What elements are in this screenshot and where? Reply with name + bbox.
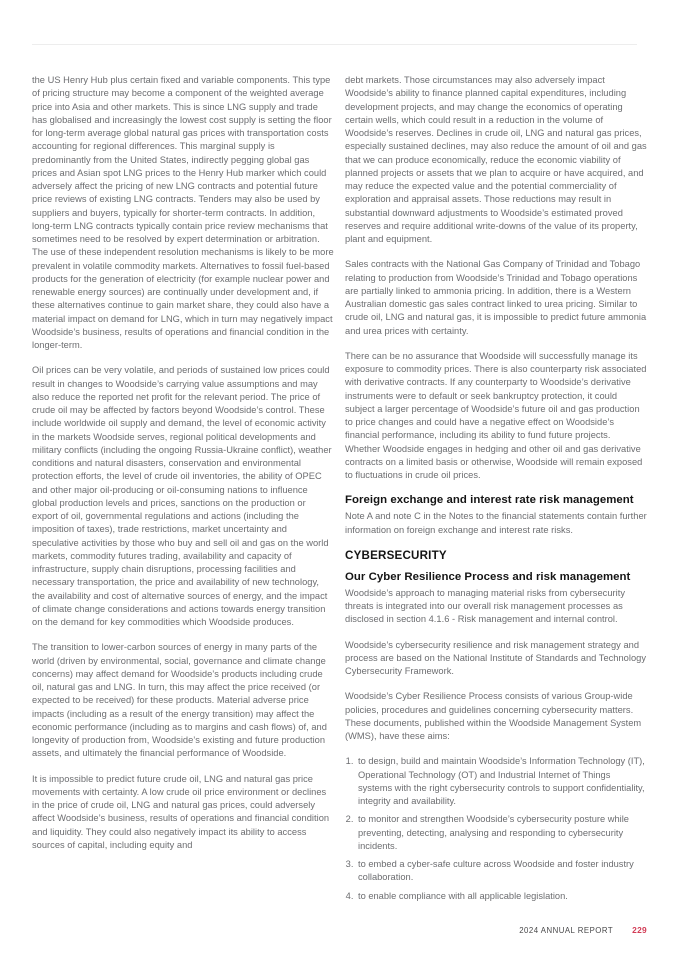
two-column-text — [32, 74, 647, 908]
paragraph: Woodside’s Cyber Resilience Process consists of various Group-wide policies, procedures and guidelines concerning cybersecurity matters. These documents, published within the Woodside Management System (WMS), have these aims: — [345, 691, 642, 741]
paragraph: the US Henry Hub plus certain fixed and variable components. This type of pricing structure may become a component of the weighted average price into Asia and other markets. This is since LNG supply and trade has globalised and increasingly the lowest cost supply is setting the floor for long-term average global natural gas prices with transportation costs accounting for regional differences. This marginal supply is predominantly from the United States, indirectly pegging global gas prices and Asian spot LNG prices to the Henry Hub marker which could adversely affect the pricing of new LNG contracts and potential future price reviews of existing LNG contracts. Tenders may also be used by suppliers and buyers, typically for shorter-term contracts. In addition, long-term LNG contracts typically contain price review mechanisms that sometimes need to be resolved by expert determination or arbitration. The use of these independent resolution mechanisms is likely to be more prevalent in volatile commodity markets. Alternatives to fossil fuel-based products for the generation of electricity (for example nuclear power and renewable energy sources) are continually under development and, if these alternatives continue to gain market share, they could also have a material impact on demand for LNG, which in turn may negatively impact Woodside’s business, results of operations and financial condition in the longer-term. — [32, 75, 334, 350]
paragraph: Oil prices can be very volatile, and periods of sustained low prices could result in changes to Woodside’s carrying value assumptions and may also reduce the reported net profit for the relevant period. The price of crude oil may be affected by factors beyond Woodside’s control. These include worldwide oil supply and demand, the level of economic activity in the markets Woodside serves, regional political developments and military conflicts (including the ongoing Russia-Ukraine conflict), weather conditions and natural disasters, conservation and environmental protection efforts, the level of crude oil inventories, the ability of OPEC and other major oil-producing or oil-consuming nations to influence global production levels and prices, sanctions on the production or export of oil, governmental regulations and actions (including the imposition of taxes), trade restrictions, market uncertainty and speculative activities by those who buy and sell oil and gas on the world markets, commodity futures trading, availability and capacity of infrastructure, supply chain disruptions, processing facilities and necessary transportation, the price and availability of new technology, the availability and cost of alternative sources of energy, and the impact of climate change considerations and actions towards energy transition on the demand for key commodities which Woodside produces. — [32, 365, 332, 627]
paragraph: Woodside’s approach to managing material risks from cybersecurity threats is integrated into our overall risk management processes as disclosed in section 4.1.6 - Risk management and internal control. — [345, 587, 625, 625]
header-divider — [32, 44, 637, 45]
section-heading-cybersecurity: CYBERSECURITY — [345, 548, 447, 562]
list-item: 1. to design, build and maintain Woodside’s Information Technology (IT), Operational Technology (OT) and Industrial Internet of Things systems with the right cybersecurity controls to support confidentiality, integrity and availability. — [356, 755, 647, 808]
heading-cyber-resilience: Our Cyber Resilience Process and risk management — [345, 570, 631, 583]
paragraph: There can be no assurance that Woodside will successfully manage its exposure to commodity prices. There is also counterparty risk associated with derivative contracts. If any counterparty to Woodside’s derivative instruments were to default or seek bankruptcy protection, it could subject a larger percentage of Woodside’s future oil and gas production to price changes and could have a negative effect on Woodside’s financial performance, including its ability to fund future projects. Whether Woodside engages in hedging and other oil and gas derivative contracts on a limited basis or otherwise, Woodside will remain exposed to fluctuations in crude oil prices. — [345, 350, 647, 480]
list-item: 4. to enable compliance with all applicable legislation. — [356, 890, 647, 903]
cyber-aims-list — [345, 755, 647, 903]
report-title: 2024 ANNUAL REPORT — [519, 926, 614, 935]
heading-foreign-exchange: Foreign exchange and interest rate risk management — [345, 494, 634, 507]
list-item: 3. to embed a cyber-safe culture across Woodside and foster industry collaboration. — [356, 858, 647, 885]
paragraph: The transition to lower-carbon sources of energy in many parts of the world (driven by environmental, social, governance and climate change concerns) may affect demand for Woodside’s products including crude oil, natural gas and LNG. In turn, this may affect the price received (or expected to be received) for these products. Material adverse price impacts (including as a result of the energy transition) may affect the economic performance (including as to margins and cash flows) of, and longevity of production from, Woodside’s existing and future production assets, and ultimately the financial performance of Woodside. — [32, 642, 327, 759]
paragraph: It is impossible to predict future crude oil, LNG and natural gas price movements with certainty. A low crude oil price environment or declines in the price of crude oil, LNG and natural gas prices, could adversely affect Woodside’s business, results of operations and financial condition and liquidity. They could also negatively impact its ability to access sources of capital, including equity and — [32, 773, 330, 850]
list-item: 2. to monitor and strengthen Woodside’s cybersecurity posture while preventing, detecting, analysing and responding to cybersecurity incidents. — [356, 813, 647, 853]
page-footer — [519, 925, 647, 935]
page-number: 229 — [632, 925, 647, 935]
paragraph: Woodside’s cybersecurity resilience and risk management strategy and process are based on the National Institute of Standards and Technology Cybersecurity Framework. — [345, 639, 647, 676]
paragraph: Sales contracts with the National Gas Company of Trinidad and Tobago relating to production from Woodside’s Trinidad and Tobago operations are partially linked to ammonia pricing. In addition, there is a Western Australian domestic gas sales contract linked to urea pricing. Similar to crude oil, LNG and natural gas, it is impossible to predict future ammonia and urea prices with certainty. — [345, 259, 647, 336]
left-column — [32, 74, 334, 908]
paragraph: debt markets. Those circumstances may also adversely impact Woodside’s ability to finance planned capital expenditures, including development projects, and may change the economics of operating certain wells, which could result in a reduction in the volume of Woodside’s reserves. Declines in crude oil, LNG and natural gas prices, especially sustained declines, may also reduce the amount of oil and gas that we can produce economically, reduce the economic viability of planned projects or assets that we plan to acquire or have acquired, and may reduce the expected value and the potential commerciality of exploration and appraisal assets. Those reductions may result in substantial downward adjustments to Woodside’s estimated proved reserves and require additional write-downs of the value of its property, plant and equipment. — [345, 75, 647, 244]
paragraph: Note A and note C in the Notes to the financial statements contain further information on foreign exchange and interest rate risks. — [345, 511, 647, 535]
right-column — [345, 74, 647, 908]
